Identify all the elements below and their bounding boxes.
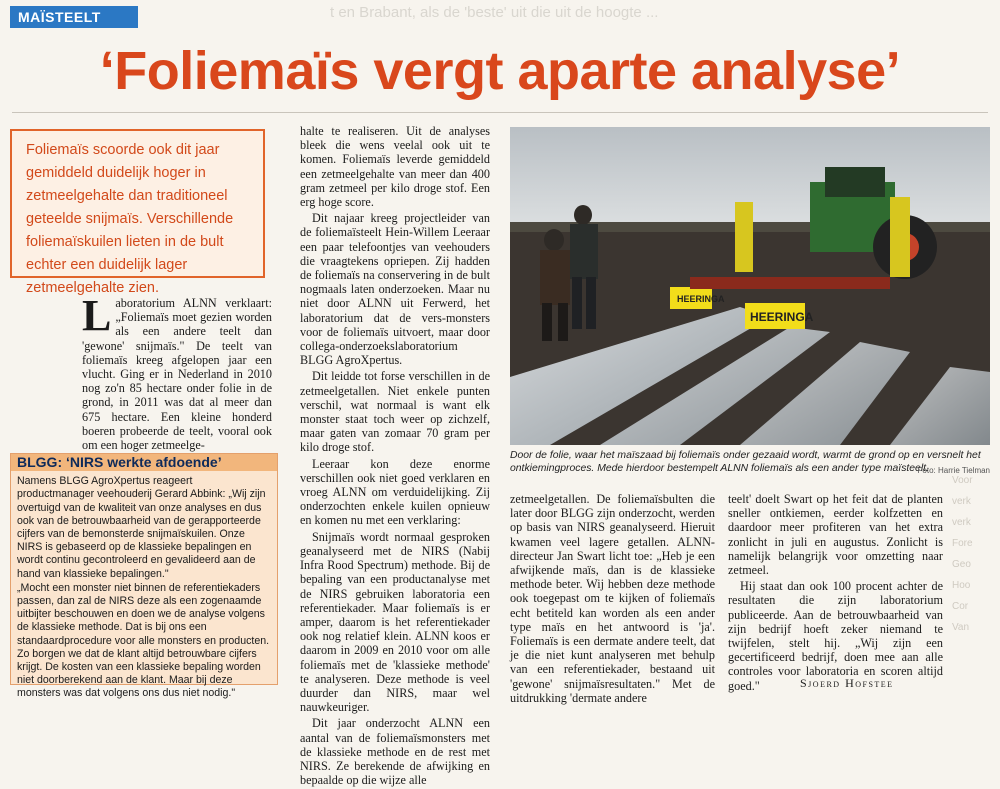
intro-box bbox=[10, 129, 265, 296]
bleed-word: Voor bbox=[952, 475, 973, 486]
paragraph bbox=[82, 291, 272, 453]
paragraph: Hij staat dan ook 100 procent achter de resultaten die zijn laboratorium publiceerde. Aan de betrouwbaarheid van zijn bedrijf hoeft zeker niemand te twijfelen, stelt hij. „Wij zijn een gecertificeerd bedrijf, doen mee aan alle controles voor laboratoria en scoren altijd goed." bbox=[728, 579, 943, 693]
brand-sign: HEERINGA bbox=[677, 294, 725, 304]
bleed-word: Fore bbox=[952, 538, 973, 549]
column-2 bbox=[300, 124, 490, 789]
bleed-through-text bbox=[952, 470, 998, 638]
author-byline: Sjoerd Hofstee bbox=[800, 676, 894, 690]
paragraph-text: aboratorium ALNN verklaart: „Foliemaïs moet gezien worden als een andere teelt dan 'gewone' snijmaïs." De teelt van foliemaïs kreeg afgelopen jaar een vlucht. Ging er in Nederland in 2010 nog zo'n 85 hectare onder folie in de grond, in 2011 was dat al meer dan 675 hectare. Een kleine honderd boeren probeerde de teelt, vooral ook om een hoger zetmeelge- bbox=[82, 296, 272, 453]
column-4 bbox=[728, 492, 943, 695]
paragraph: zetmeelgetallen. De foliemaïsbulten die later door BLGG zijn onderzocht, werden op basis van NIRS geanalyseerd. Hieruit kwamen veel lagere getallen. ALNN-directeur Jan Swart licht toe: „Heb je een afwijkende maïs, dan is de klassieke methode beter. Wij hebben deze methode ook toegepast om te kijken of foliemaïs echt betiteld kan worden als een ander type maïs en het antwoord is 'ja'. Foliemaïs is een dermate andere teelt, dat je die niet kunt analyseren met behulp van een referentiekader, bestaand uit 'gewone' snijmaïsresultaten." Met de uitdrukking 'dermate andere bbox=[510, 492, 715, 705]
bleed-word: Hoo bbox=[952, 580, 971, 591]
paragraph: Dit leidde tot forse verschillen in de zetmeelgetallen. Niet enkele punten verschil, wat normaal is want elk monster staat toch weer op zichzelf, maar gaten van zomaar 70 gram per kilo droge stof. bbox=[300, 369, 490, 455]
dropcap: L bbox=[82, 291, 112, 340]
paragraph: Leeraar kon deze enorme verschillen ook niet goed verklaren en vroeg ALNN om verduidelijking. Zij onderzochten enkele kuilen opnieuw en komen nu met een verklaring: bbox=[300, 456, 490, 528]
bleed-word: Van bbox=[952, 622, 970, 633]
brand-sign: HEERINGA bbox=[750, 310, 814, 324]
photo-caption: Door de folie, waar het maïszaad bij foliemaïs onder gezaaid wordt, warmt de grond op en versnelt het ontkiemingproces. Mede hierdoor bestempelt ALNN foliemaïs als een ander type maïsteelt. bbox=[510, 450, 981, 474]
page-title: ‘Foliemaïs vergt aparte analyse’ bbox=[99, 41, 901, 101]
section-tag: MAÏSTEELT bbox=[10, 6, 138, 28]
paragraph: Dit najaar kreeg projectleider van de foliemaïsteelt Hein-Willem Leeraar een paar telefoontjes van veehouders die vraagtekens opriepen. Zij hadden de foliemaïs na conservering in de bult nogmaals laten onderzoeken. Maar nu niet door ALNN uit Ferwerd, het laboratorium dat de vers-monsters voor de foliemaïs uitvoert, maar door collega-onderzoekslaboratorium BLGG AgroXpertus. bbox=[300, 211, 490, 368]
bleed-word: Cor bbox=[952, 601, 969, 612]
bleed-word: verk bbox=[952, 496, 971, 507]
paragraph: teelt' doelt Swart op het feit dat de planten sneller ontkiemen, eerder kolfzetten en daardoor meer profiteren van het extra zonlicht in juli en augustus. Zonlicht is namelijk belangrijk voor omzetting naar zetmeel. bbox=[728, 492, 943, 578]
sidebar-box-title: BLGG: ‘NIRS werkte afdoende’ bbox=[11, 454, 277, 471]
photo-credit: Foto: Harrie Tielman bbox=[917, 466, 990, 475]
paragraph: halte te realiseren. Uit de analyses bleek die wens veelal ook uit te komen. Foliemaïs leverde gemiddeld een zetmeelgehalte van meer dan 400 gram zetmeel per kilo droge stof. Een erg hoge score. bbox=[300, 124, 490, 210]
bleed-through-text: t en Brabant, als de 'beste' uit die uit de hoogte ... bbox=[330, 4, 659, 21]
sidebar-box bbox=[10, 453, 278, 700]
paragraph: Namens BLGG AgroXpertus reageert productmanager veehouderij Gerard Abbink: „Wij zijn overtuigd van de kwaliteit van onze analyses en dus ook van de betrouwbaarheid van de gerapporteerde cijfers van de bemonsterde snijmaïskuilen. Onze NIRS is gebaseerd op de klassieke bepalingen en wordt continu gecontroleerd en gevalideerd aan de hand van klassieke bepalingen." bbox=[17, 475, 266, 580]
bleed-word: verk bbox=[952, 517, 971, 528]
tractor-photo bbox=[510, 127, 990, 445]
paragraph: Snijmaïs wordt normaal gesproken geanalyseerd met de NIRS (Nabij Infra Rood Spectrum) methode. Bij de bepaling van een productanalyse met de NIRS gebruiken laboratoria een referentiekader. Maar foliemaïs is er amper, daarom is het referentiekader ook nog relatief klein. ALNN koos er daarom in 2009 en 2010 voor om alle foliemaïs met de 'klassieke methode' te analyseren. Deze methode is veel duurder dan NIRS, maar wel nauwkeuriger. bbox=[300, 529, 490, 715]
intro-text: Foliemaïs scoorde ook dit jaar gemiddeld duidelijk hoger in zetmeelgehalte dan traditioneel geteelde snijmaïs. Verschillende foliemaïskuilen lieten in de bult echter een duidelijk lager zetmeelgehalte zien. bbox=[26, 142, 234, 296]
column-1 bbox=[82, 291, 272, 454]
paragraph: „Mocht een monster niet binnen de referentiekaders passen, dan zal de NIRS deze als een zogenaamde uitbijter beschouwen en doen we de analyse volgens de klassieke methode. Dat is bij ons een standaardprocedure voor alle monsters en producten. Zo borgen we dat de klant altijd betrouwbare cijfers krijgt. De kosten van een klassieke bepaling worden niet doorberekend aan de klant. Maar bij deze monsters was dat volgens ons dus niet nodig." bbox=[17, 581, 270, 700]
paragraph: Dit jaar onderzocht ALNN een aantal van de foliemaïsmonsters met de klassieke methode en de rest met NIRS. Ze berekende de afwijking en bepaalde op die wijze alle bbox=[300, 716, 490, 788]
bleed-word: Geo bbox=[952, 559, 971, 570]
article-photo bbox=[510, 127, 990, 445]
divider bbox=[12, 112, 988, 113]
column-3 bbox=[510, 492, 715, 707]
